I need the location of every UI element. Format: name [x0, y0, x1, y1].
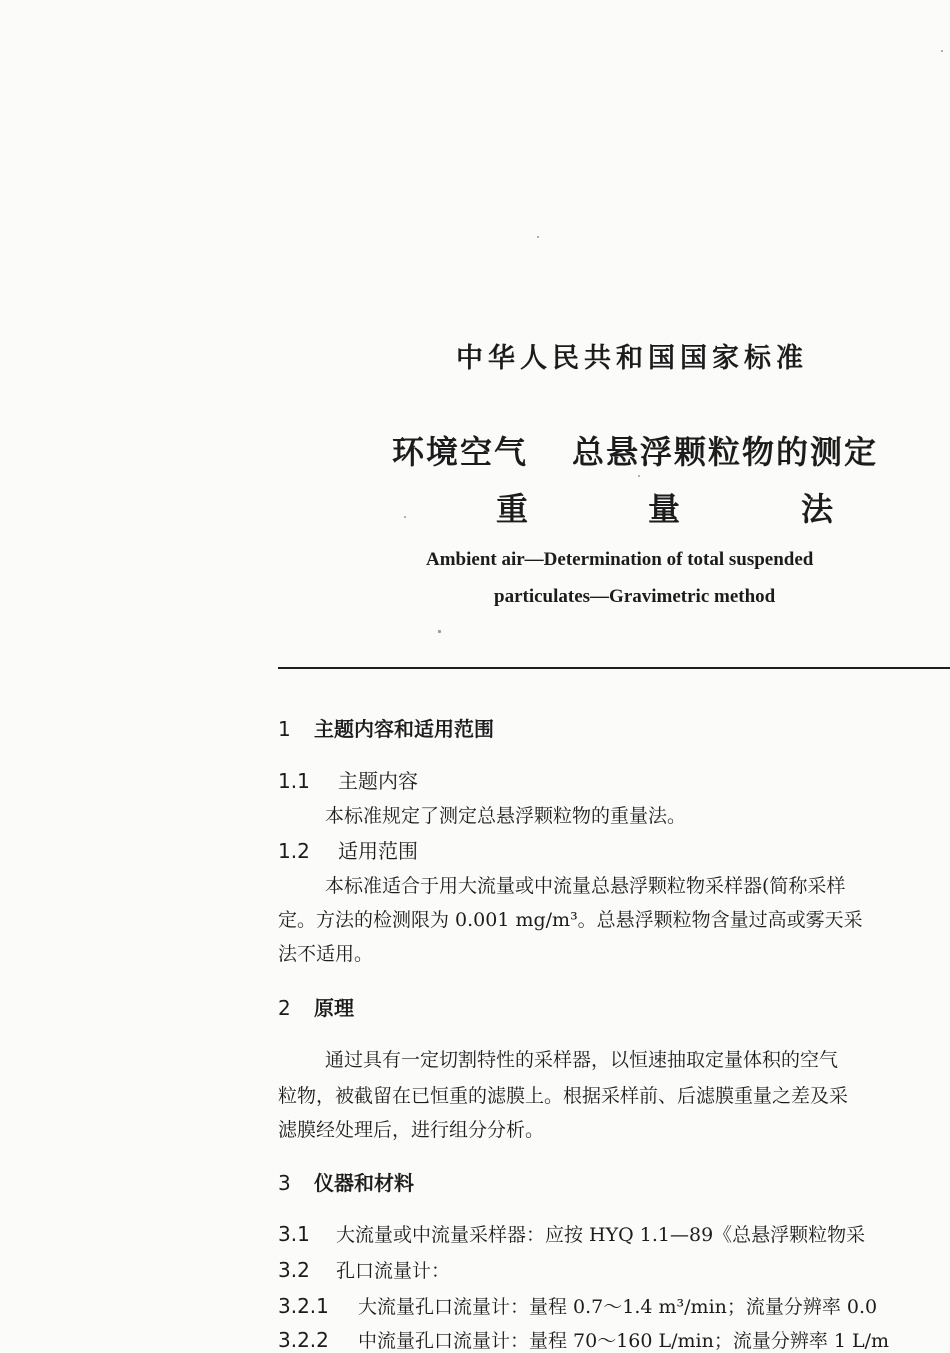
title-chinese-method-char: 重	[496, 490, 529, 528]
paragraph-line: 定。方法的检测限为 0.001 mg/m³。总悬浮颗粒物含量过高或雾天采	[278, 909, 863, 931]
scan-speck	[638, 475, 640, 477]
item-number: 3.1	[278, 1222, 310, 1246]
section-number: 3	[278, 1171, 291, 1195]
paragraph-line: 粒物，被截留在已恒重的滤膜上。根据采样前、后滤膜重量之差及采	[278, 1085, 849, 1107]
item-text: 大流量孔口流量计：量程 0.7～1.4 m³/min；流量分辨率 0.0	[358, 1296, 878, 1318]
subsection-heading-1-2	[278, 835, 418, 864]
scan-speck	[537, 236, 539, 238]
section-heading-1	[278, 713, 494, 742]
item-text: 孔口流量计：	[336, 1260, 451, 1282]
title-english-line2: particulates—Gravimetric method	[494, 586, 776, 607]
section-heading-2	[278, 992, 354, 1021]
title-chinese-method-char: 量	[648, 490, 681, 528]
section-title: 主题内容和适用范围	[314, 717, 494, 741]
list-item-3-2	[278, 1256, 450, 1283]
scan-speck	[941, 50, 943, 52]
item-text: 大流量或中流量采样器：应按 HYQ 1.1—89《总悬浮颗粒物采	[336, 1224, 866, 1246]
title-english-line1: Ambient air—Determination of total suspended	[426, 549, 814, 570]
item-number: 3.2	[278, 1258, 310, 1282]
item-number: 3.2.2	[278, 1328, 329, 1352]
paragraph-line: 本标准适合于用大流量或中流量总悬浮颗粒物采样器(简称采样	[325, 875, 846, 897]
section-number: 2	[278, 996, 291, 1020]
section-heading-3	[278, 1167, 414, 1196]
standard-type-header: 中华人民共和国国家标准	[456, 343, 808, 374]
section-title: 仪器和材料	[314, 1171, 414, 1195]
subsection-title: 主题内容	[338, 769, 418, 793]
paragraph-line: 法不适用。	[278, 943, 374, 965]
title-chinese-part1: 环境空气	[392, 433, 529, 471]
subsection-title: 适用范围	[338, 839, 418, 863]
paragraph-line: 通过具有一定切割特性的采样器，以恒速抽取定量体积的空气	[325, 1049, 839, 1071]
scan-speck	[404, 516, 406, 518]
paragraph-line: 滤膜经处理后，进行组分分析。	[278, 1119, 545, 1141]
list-item-3-1	[278, 1220, 865, 1247]
title-chinese-part2: 总悬浮颗粒物的测定	[572, 433, 879, 471]
list-item-3-2-1	[278, 1292, 877, 1319]
subsection-number: 1.2	[278, 839, 310, 863]
title-chinese-line1	[392, 427, 878, 473]
paragraph-line: 本标准规定了测定总悬浮颗粒物的重量法。	[325, 805, 687, 827]
title-divider-rule	[278, 667, 950, 669]
item-text: 中流量孔口流量计：量程 70～160 L/min；流量分辨率 1 L/m	[358, 1330, 890, 1352]
scan-speck	[438, 630, 441, 633]
section-title: 原理	[314, 996, 354, 1020]
section-number: 1	[278, 717, 291, 741]
subsection-heading-1-1	[278, 765, 418, 794]
list-item-3-2-2	[278, 1326, 889, 1353]
item-number: 3.2.1	[278, 1294, 329, 1318]
subsection-number: 1.1	[278, 769, 310, 793]
title-chinese-method-char: 法	[801, 490, 834, 528]
